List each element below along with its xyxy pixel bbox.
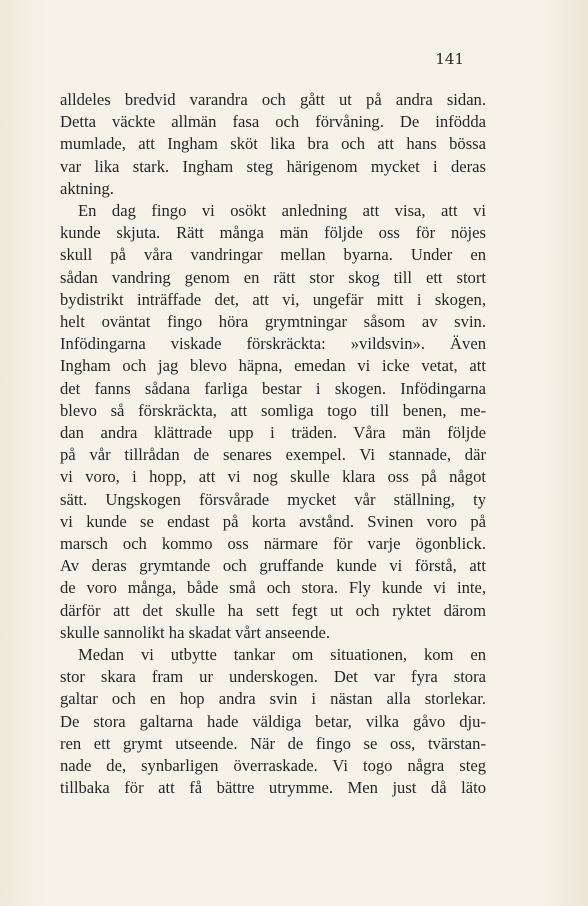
text-line: marsch och kommo oss närmare för varje ögonblick.: [60, 534, 486, 554]
text-line: De stora galtarna hade väldiga betar, vilka gåvo dju-: [60, 711, 486, 731]
text-line: Detta väckte allmän fasa och förvåning. De infödda: [60, 112, 486, 132]
text-line: sådan vandring genom en rätt stor skog till ett stort: [60, 267, 486, 287]
text-line: aktning.: [60, 178, 114, 198]
text-line: kunde skjuta. Rätt många män följde oss för nöjes: [60, 223, 486, 243]
text-line: vi voro, i hopp, att vi nog skulle klara oss på något: [60, 467, 486, 487]
text-line: tillbaka för att få bättre utrymme. Men just då läto: [60, 778, 486, 798]
text-line: dan andra klättrade upp i träden. Våra män följde: [60, 423, 486, 443]
text-line: därför att det skulle ha sett fegt ut och ryktet därom: [60, 600, 486, 620]
text-line: på vår tillrådan de senares exempel. Vi stannade, där: [60, 445, 486, 465]
text-line: Av deras grymtande och gruffande kunde vi förstå, att: [60, 556, 486, 576]
text-line: stor skara fram ur underskogen. Det var fyra stora: [60, 667, 486, 687]
text-line: Medan vi utbytte tankar om situationen, kom en: [78, 645, 486, 665]
text-line: skulle sannolikt ha skadat vårt anseende.: [60, 622, 331, 642]
text-line: bydistrikt inträffade det, att vi, ungefär mitt i skogen,: [60, 289, 486, 309]
text-line: Ingham och jag blevo häpna, emedan vi icke vetat, att: [60, 356, 486, 376]
text-line: En dag fingo vi osökt anledning att visa, att vi: [78, 201, 486, 221]
body-text: [60, 89, 486, 800]
text-line: de voro många, både små och stora. Fly kunde vi inte,: [60, 578, 486, 598]
text-line: galtar och en hop andra svin i nästan alla storlekar.: [60, 689, 486, 709]
text-line: skull på våra vandringar mellan byarna. Under en: [60, 245, 486, 265]
text-line: alldeles bredvid varandra och gått ut på andra sidan.: [60, 90, 486, 109]
text-line: var lika stark. Ingham steg härigenom mycket i deras: [60, 156, 486, 176]
text-line: mumlade, att Ingham sköt lika bra och att hans bössa: [60, 134, 486, 154]
text-line: helt oväntat fingo höra grymtningar såsom av svin.: [60, 312, 486, 332]
text-line: nade de, synbarligen överraskade. Vi togo några steg: [60, 756, 486, 776]
text-line: vi kunde se endast på korta avstånd. Svinen voro på: [60, 511, 486, 531]
text-line: det fanns sådana farliga bestar i skogen. Infödingarna: [60, 378, 486, 398]
text-line: sätt. Ungskogen försvårade mycket vår ställning, ty: [60, 489, 486, 509]
page-number: 141: [435, 50, 464, 68]
text-line: blevo så förskräckta, att somliga togo till benen, me-: [60, 400, 486, 420]
text-line: ren ett grymt utseende. När de fingo se oss, tvärstan-: [60, 733, 486, 753]
text-line: Infödingarna viskade förskräckta: »vildsvin». Även: [60, 334, 486, 354]
